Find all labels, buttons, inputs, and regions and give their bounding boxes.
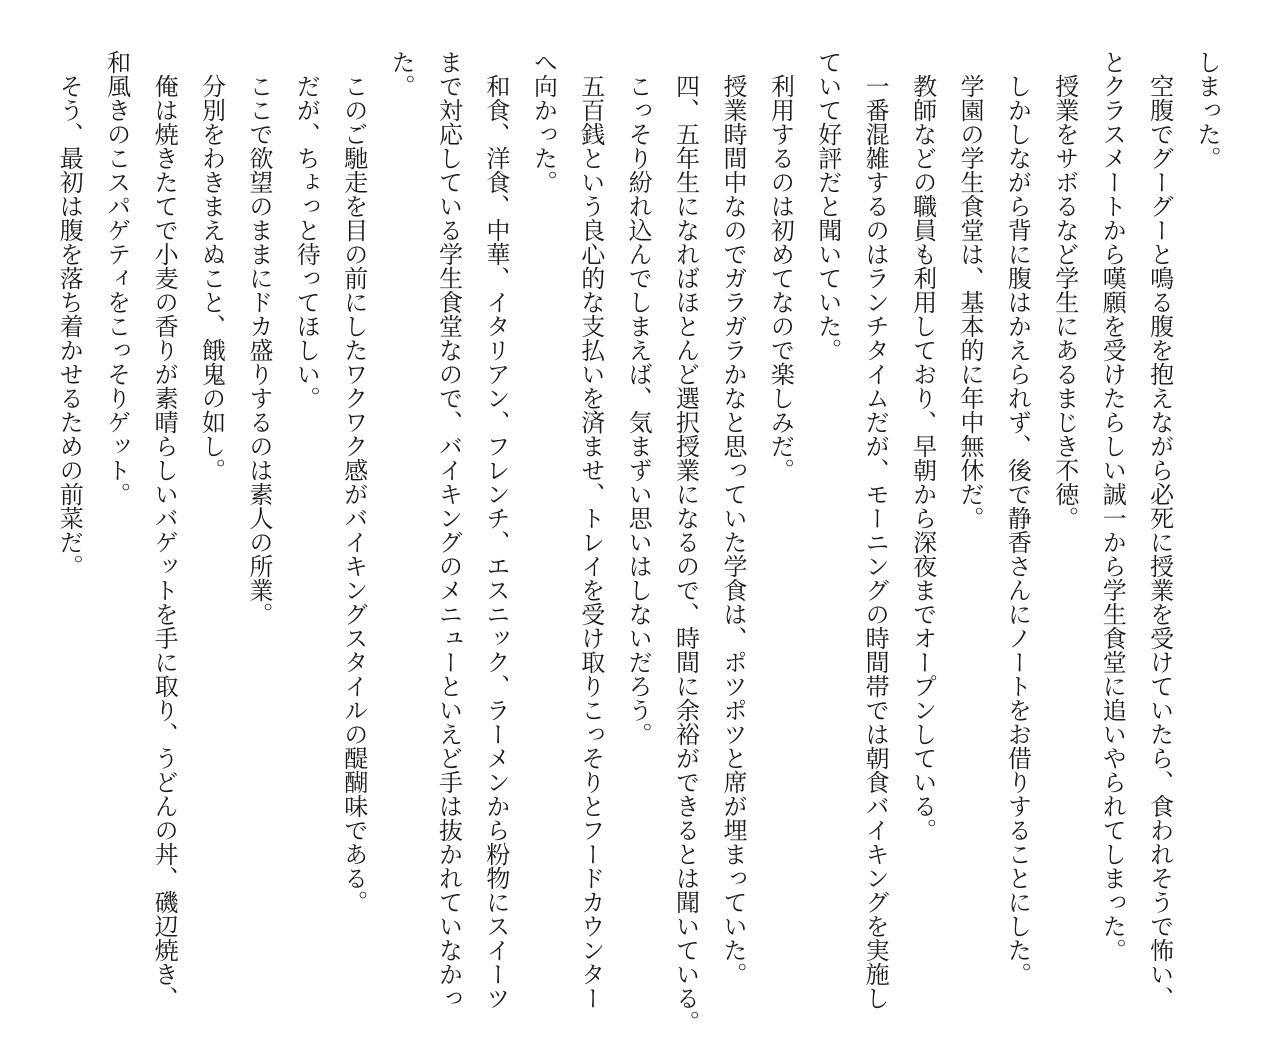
text-line: た。 (387, 50, 416, 98)
text-line: へ向かった。 (529, 50, 558, 194)
text-line: 教師などの職員も利用しており、早朝から深夜までオープンしている。 (908, 74, 937, 842)
text-line: 一番混雑するのはランチタイムだが、モーニングの時間帯では朝食バイキングを実施し (861, 74, 890, 1010)
text-line: 四、五年生になればほとんど選択授業になるので、時間に余裕ができるとは聞いている。 (671, 74, 700, 1034)
text-line: このご馳走を目の前にしたワクワク感がバイキングスタイルの醍醐味である。 (339, 74, 368, 914)
text-line: しまった。 (1193, 50, 1221, 170)
text-line: だが、ちょっと待ってほしい。 (292, 74, 321, 410)
vertical-text-page (45, 50, 1230, 1050)
text-line: とクラスメートから嘆願を受けたらしい誠一から学生食堂に追いやられてしまった。 (1098, 50, 1127, 962)
text-line: 授業をサボるなど学生にあるまじき不徳。 (1050, 74, 1079, 530)
text-line: 俺は焼きたてで小麦の香りが素晴らしいバゲットを手に取り、うどんの丼、磯辺焼き、 (150, 74, 179, 1010)
text-line: 空腹でグーグーと鳴る腹を抱えながら必死に授業を受けていたら、食われそうで怖い、 (1145, 74, 1174, 1010)
text-line: 授業時間中なのでガラガラかなと思っていた学食は、ポツポツと席が埋まっていた。 (718, 74, 747, 986)
text-line: そう、最初は腹を落ち着かせるための前菜だ。 (55, 74, 84, 578)
text-line: まで対応している学生食堂なので、バイキングのメニューといえど手は抜かれていなかっ (434, 50, 463, 1010)
text-line: 利用するのは初めてなので楽しみだ。 (766, 74, 795, 482)
text-line: 和食、洋食、中華、イタリアン、フレンチ、エスニック、ラーメンから粉物にスイーツ (481, 74, 510, 1010)
text-line: ここで欲望のままにドカ盛りするのは素人の所業。 (244, 74, 273, 626)
text-line: 五百銭という良心的な支払いを済ませ、トレイを受け取りこっそりとフードカウンター (576, 74, 605, 1010)
text-line: 分別をわきまえぬこと、餓鬼の如し。 (197, 74, 226, 482)
text-line: しかしながら背に腹はかえられず、後で静香さんにノートをお借りすることにした。 (1003, 74, 1032, 986)
text-line: ていて好評だと聞いていた。 (813, 50, 842, 362)
text-line: 学園の学生食堂は、基本的に年中無休だ。 (955, 74, 984, 530)
text-line: 和風きのこスパゲティをこっそりゲット。 (102, 50, 131, 506)
text-line: こっそり紛れ込んでしまえば、気まずい思いはしないだろう。 (624, 74, 653, 746)
